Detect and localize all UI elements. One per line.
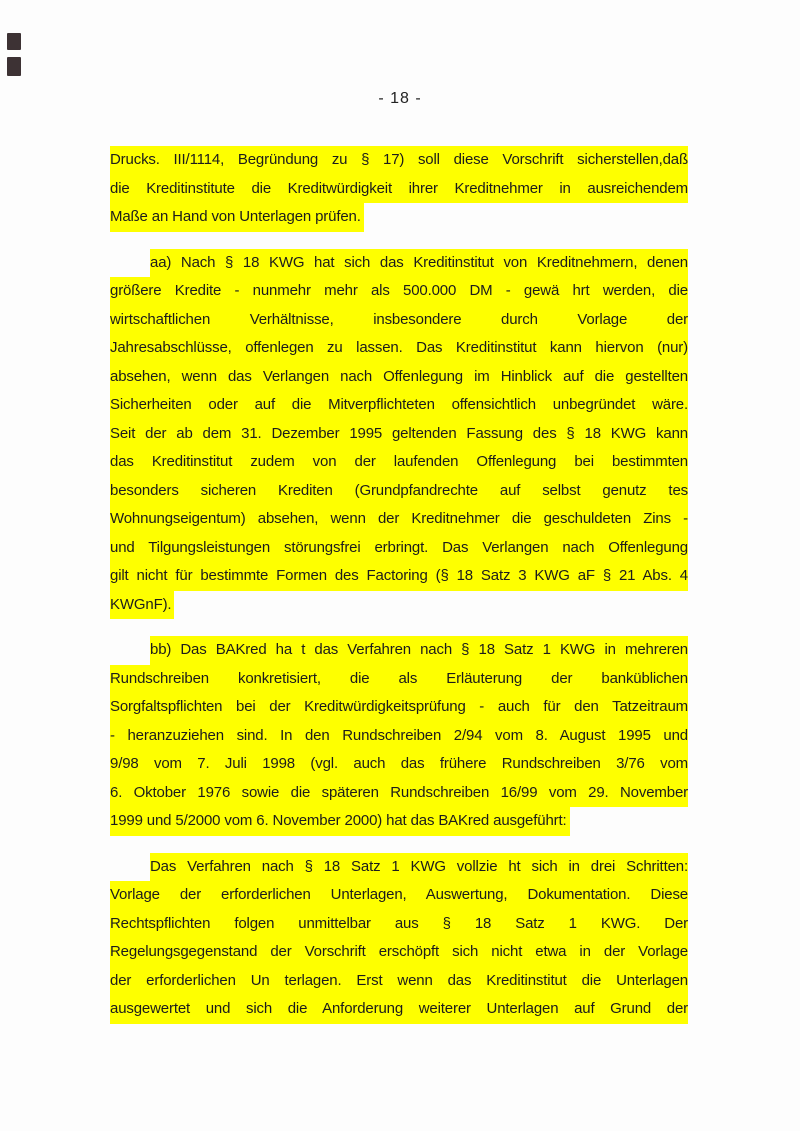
highlighted-text: KWGnF). [110,591,174,620]
text-line [110,249,688,278]
highlighted-text: aa) Nach § 18 KWG hat sich das Kreditinstitut von Kreditnehmern, denen [150,249,688,278]
text-line [110,881,688,910]
scan-artifact-mark [7,57,21,76]
text-line [110,391,688,420]
text-line [110,203,688,232]
para-aa [110,249,688,620]
text-line [110,175,688,204]
highlighted-text: gilt nicht für bestimmte Formen des Factoring (§ 18 Satz 3 KWG aF § 21 Abs. 4 [110,562,688,591]
text-line [110,363,688,392]
text-line [110,591,688,620]
text-line [110,807,688,836]
text-line [110,146,688,175]
text-line [110,636,688,665]
text-line [110,306,688,335]
highlighted-text: Sicherheiten oder auf die Mitverpflichteten offensichtlich unbegründet wäre. [110,391,688,420]
page-number: - 18 - [378,90,422,107]
highlighted-text: 9/98 vom 7. Juli 1998 (vgl. auch das frühere Rundschreiben 3/76 vom [110,750,688,779]
highlighted-text: Seit der ab dem 31. Dezember 1995 geltenden Fassung des § 18 KWG kann [110,420,688,449]
highlighted-text: ausgewertet und sich die Anforderung weiterer Unterlagen auf Grund der [110,995,688,1024]
highlighted-text: Sorgfaltspflichten bei der Kreditwürdigkeitsprüfung - auch für den Tatzeitraum [110,693,688,722]
highlighted-text: das Kreditinstitut zudem von der laufenden Offenlegung bei bestimmten [110,448,688,477]
text-line [110,477,688,506]
highlighted-text: Drucks. III/1114, Begründung zu § 17) soll diese Vorschrift sicherstellen,daß [110,146,688,175]
highlighted-text: wirtschaftlichen Verhältnisse, insbesondere durch Vorlage der [110,306,688,335]
highlighted-text: Rechtspflichten folgen unmittelbar aus § 18 Satz 1 KWG. Der [110,910,688,939]
text-line [110,665,688,694]
highlighted-text: 6. Oktober 1976 sowie die späteren Rundschreiben 16/99 vom 29. November [110,779,688,808]
text-line [110,534,688,563]
document-body [110,146,688,1041]
text-line [110,505,688,534]
highlighted-text: der erforderlichen Un terlagen. Erst wenn das Kreditinstitut die Unterlagen [110,967,688,996]
para-drucks [110,146,688,232]
para-verfahren [110,853,688,1024]
text-line [110,910,688,939]
highlighted-text: besonders sicheren Krediten (Grundpfandrechte auf selbst genutz tes [110,477,688,506]
highlighted-text: bb) Das BAKred ha t das Verfahren nach § 18 Satz 1 KWG in mehreren [150,636,688,665]
text-line [110,722,688,751]
text-line [110,779,688,808]
text-line [110,334,688,363]
highlighted-text: die Kreditinstitute die Kreditwürdigkeit ihrer Kreditnehmer in ausreichendem [110,175,688,204]
highlighted-text: Rundschreiben konkretisiert, die als Erläuterung der banküblichen [110,665,688,694]
highlighted-text: Das Verfahren nach § 18 Satz 1 KWG vollzie ht sich in drei Schritten: [150,853,688,882]
scan-artifact-mark [7,33,21,50]
highlighted-text: und Tilgungsleistungen störungsfrei erbringt. Das Verlangen nach Offenlegung [110,534,688,563]
text-line [110,693,688,722]
highlighted-text: absehen, wenn das Verlangen nach Offenlegung im Hinblick auf die gestellten [110,363,688,392]
highlighted-text: Vorlage der erforderlichen Unterlagen, Auswertung, Dokumentation. Diese [110,881,688,910]
text-line [110,448,688,477]
para-bb [110,636,688,836]
text-line [110,995,688,1024]
highlighted-text: größere Kredite - nunmehr mehr als 500.000 DM - gewä hrt werden, die [110,277,688,306]
text-line [110,562,688,591]
highlighted-text: Jahresabschlüsse, offenlegen zu lassen. Das Kreditinstitut kann hiervon (nur) [110,334,688,363]
text-line [110,277,688,306]
highlighted-text: Maße an Hand von Unterlagen prüfen. [110,203,364,232]
text-line [110,853,688,882]
text-line [110,938,688,967]
text-line [110,420,688,449]
highlighted-text: Regelungsgegenstand der Vorschrift erschöpft sich nicht etwa in der Vorlage [110,938,688,967]
highlighted-text: 1999 und 5/2000 vom 6. November 2000) hat das BAKred ausgeführt: [110,807,570,836]
highlighted-text: Wohnungseigentum) absehen, wenn der Kreditnehmer die geschuldeten Zins - [110,505,688,534]
text-line [110,750,688,779]
text-line [110,967,688,996]
highlighted-text: - heranzuziehen sind. In den Rundschreiben 2/94 vom 8. August 1995 und [110,722,688,751]
